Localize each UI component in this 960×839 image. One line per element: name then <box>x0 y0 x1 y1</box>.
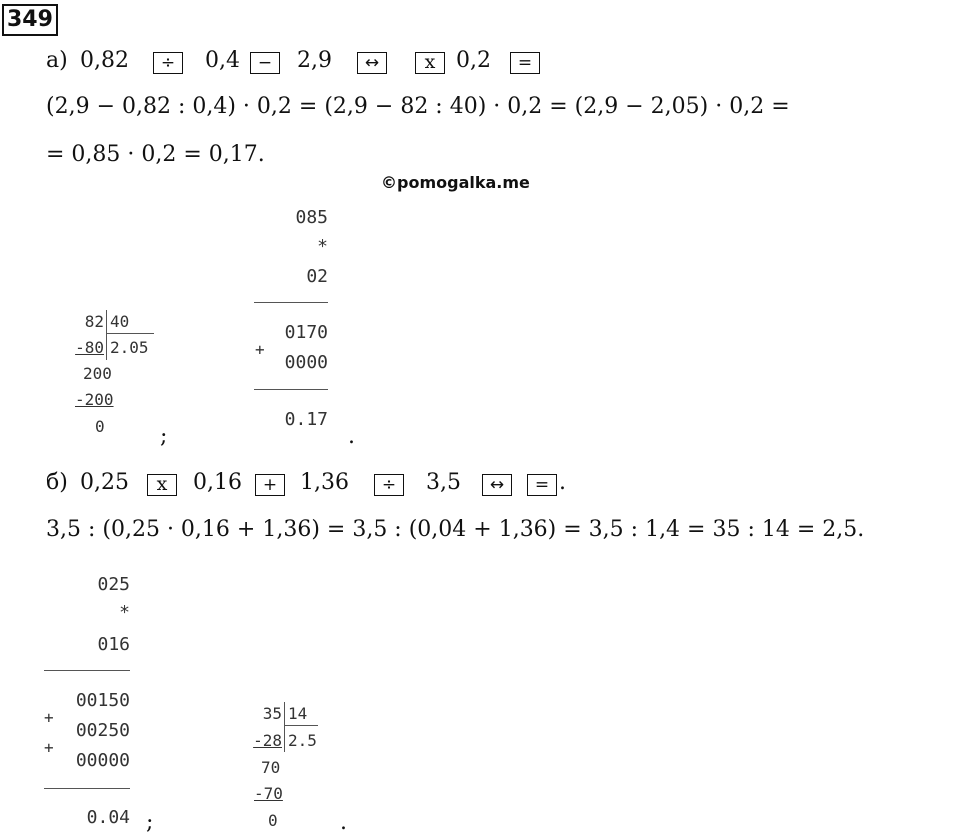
divisor-line <box>284 725 318 726</box>
part-a-number-4: 0,2 <box>456 48 491 73</box>
remainder-1: 200 <box>83 364 112 383</box>
period: . <box>340 810 347 835</box>
factor-b: 016 <box>97 634 130 655</box>
product-result: 0.04 <box>86 807 130 828</box>
part-b-number-3: 1,36 <box>300 470 349 495</box>
part-b-number-2: 0,16 <box>193 470 242 495</box>
problem-number: 349 <box>2 4 58 36</box>
part-b-number-1: 0,25 <box>80 470 129 495</box>
factor-b: 02 <box>306 266 328 287</box>
partial-1: 0170 <box>284 322 328 343</box>
plus-key: + <box>255 474 285 496</box>
semicolon: ; <box>160 424 168 449</box>
part-a-number-2: 0,4 <box>205 48 240 73</box>
part-b-expression-line-1: 3,5 : (0,25 · 0,16 + 1,36) = 3,5 : (0,04 + 1,36) = 3,5 : 1,4 = 35 : 14 = 2,5. <box>46 517 865 542</box>
remainder-1: 70 <box>261 758 281 777</box>
divisor: 14 <box>288 704 308 723</box>
part-b-end-period: . <box>559 470 566 495</box>
product-line-1 <box>44 670 130 671</box>
times-key: x <box>415 52 445 74</box>
divide-key: ÷ <box>374 474 404 496</box>
swap-key: ↔ <box>482 474 512 496</box>
dividend: 35 <box>262 704 282 723</box>
plus-sign: + <box>255 340 265 359</box>
swap-key: ↔ <box>357 52 387 74</box>
factor-a: 025 <box>97 574 130 595</box>
times-key: x <box>147 474 177 496</box>
minus-key: − <box>250 52 280 74</box>
subtrahend-2: -70 <box>254 784 283 803</box>
product-line-2 <box>44 788 130 789</box>
part-a-number-3: 2,9 <box>297 48 332 73</box>
part-a-expression-line-1: (2,9 − 0,82 : 0,4) · 0,2 = (2,9 − 82 : 40) · 0,2 = (2,9 − 2,05) · 0,2 = <box>46 94 790 119</box>
partial-1: 00150 <box>75 690 130 711</box>
quotient: 2.5 <box>288 731 317 750</box>
partial-2: 00250 <box>75 720 130 741</box>
partial-3: 00000 <box>75 750 130 771</box>
plus-sign-1: + <box>44 708 54 727</box>
watermark: ©pomogalka.me <box>381 173 530 192</box>
product-line-1 <box>254 302 328 303</box>
part-a-label: а) <box>46 48 68 73</box>
plus-sign-2: + <box>44 738 54 757</box>
divisor-line <box>106 333 154 334</box>
semicolon: ; <box>146 810 154 835</box>
divide-key: ÷ <box>153 52 183 74</box>
subtrahend-2: -200 <box>75 390 114 409</box>
equals-key: = <box>527 474 557 496</box>
divisor: 40 <box>110 312 130 331</box>
part-b-label: б) <box>46 470 68 495</box>
period: . <box>348 424 355 449</box>
partial-2: 0000 <box>284 352 328 373</box>
part-a-expression-line-2: = 0,85 · 0,2 = 0,17. <box>46 142 265 167</box>
product-result: 0.17 <box>284 409 328 430</box>
part-a-number-1: 0,82 <box>80 48 129 73</box>
subtrahend-1: -28 <box>253 731 282 750</box>
multiply-sign: * <box>317 236 328 257</box>
division-bar <box>284 702 285 752</box>
factor-a: 085 <box>295 207 328 228</box>
subtrahend-1: -80 <box>75 338 104 357</box>
remainder-2: 0 <box>95 417 105 436</box>
product-line-2 <box>254 389 328 390</box>
quotient: 2.05 <box>110 338 149 357</box>
dividend: 82 <box>84 312 104 331</box>
equals-key: = <box>510 52 540 74</box>
part-b-number-4: 3,5 <box>426 470 461 495</box>
division-bar <box>106 310 107 360</box>
multiply-sign: * <box>119 602 130 623</box>
remainder-2: 0 <box>268 811 278 830</box>
